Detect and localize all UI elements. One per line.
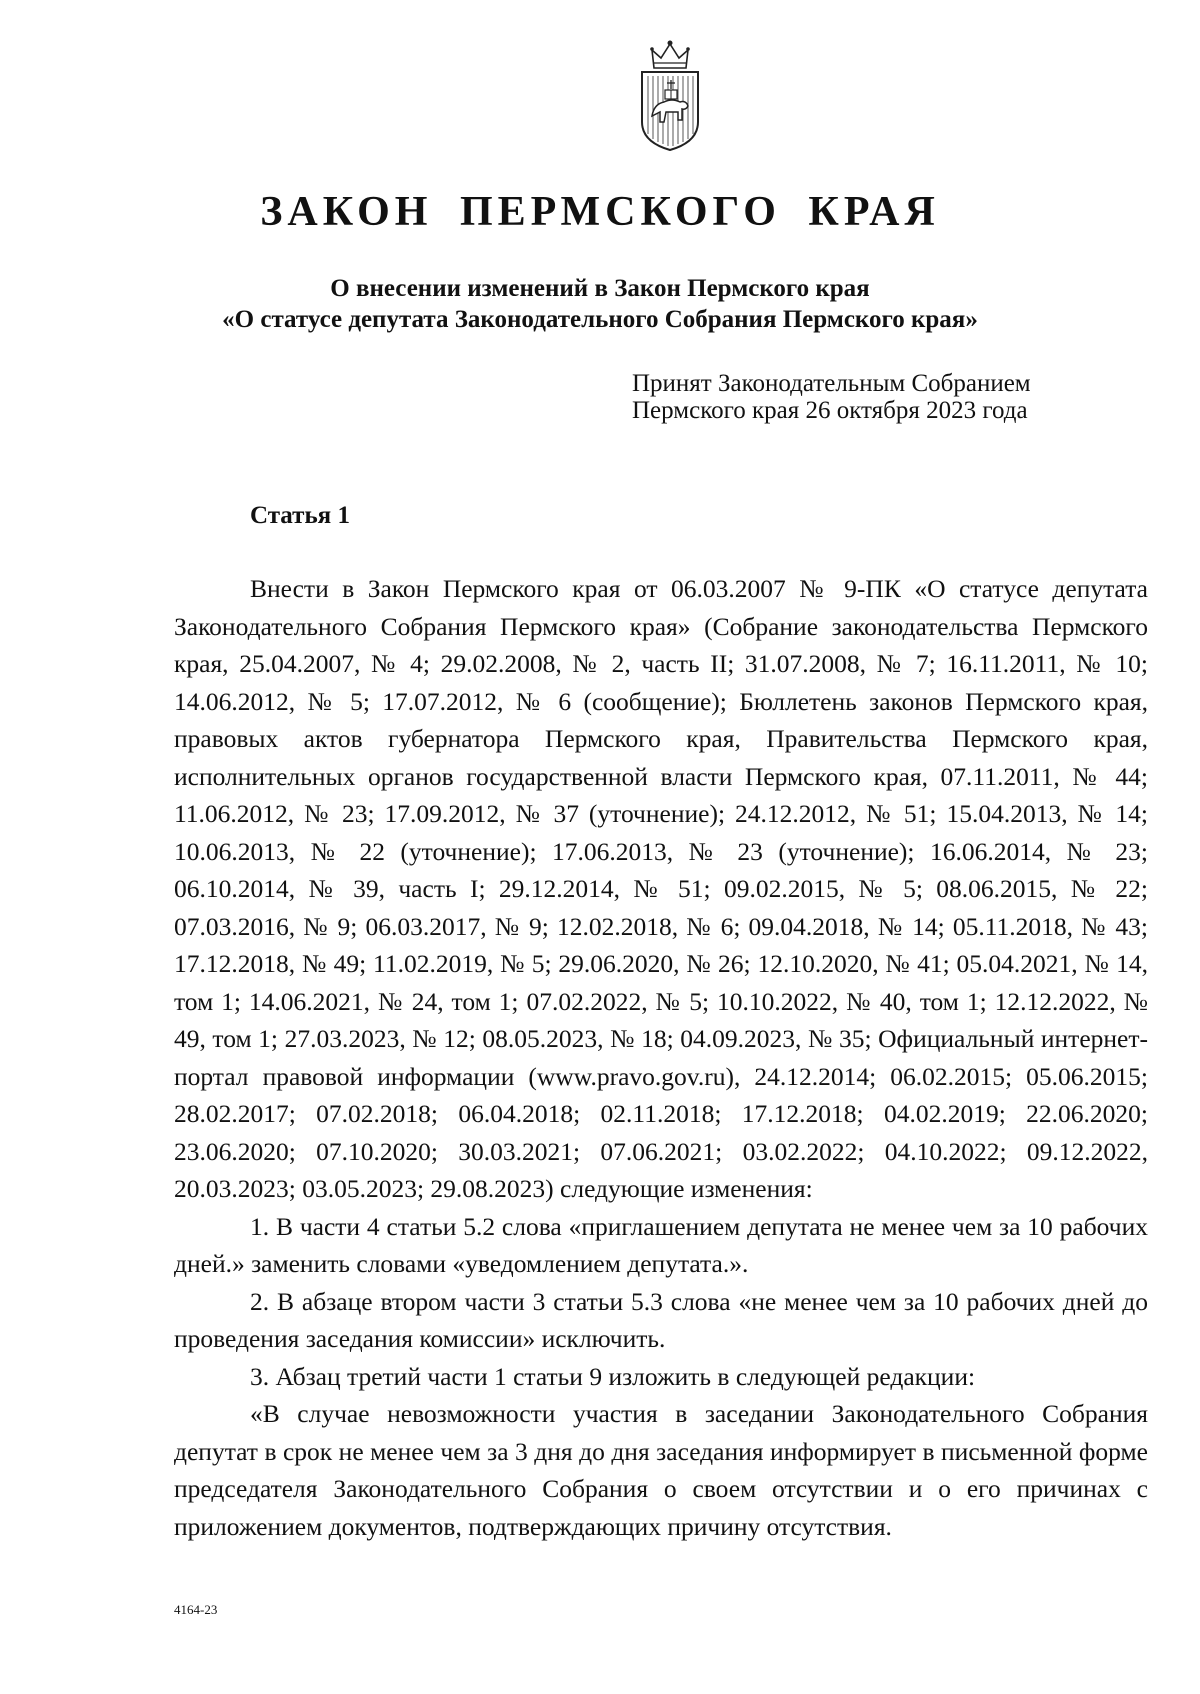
article-paragraph: 3. Абзац третий части 1 статьи 9 изложить в следующей редакции: [250, 1361, 976, 1391]
article-heading: Статья 1 [250, 502, 350, 529]
adoption-note-line-2: Пермского края 26 октября 2023 года [632, 397, 1028, 424]
subtitle-line-2: «О статусе депутата Законодательного Собрания Пермского края» [222, 306, 978, 333]
article-paragraph: «В случае невозможности участия в заседании Законодательного Собрания депутат в срок не менее чем за 3 дня до дня заседания информирует в письменной форме председателя Законодательного Собрания о своем отсутствии и о его причинах с приложением документов, подтверждающих причину отсутствия. [174, 1399, 1148, 1541]
article-paragraph: 1. В части 4 статьи 5.2 слова «приглашением депутата не менее чем за 10 рабочих дней.» заменить словами «уведомлением депутата.». [174, 1211, 1148, 1278]
perm-krai-coat-of-arms-icon [634, 38, 706, 152]
article-paragraph: 2. В абзаце втором части 3 статьи 5.3 слова «не менее чем за 10 рабочих дней до проведения заседания комиссии» исключить. [174, 1286, 1148, 1353]
adoption-note [632, 370, 1152, 424]
document-code: 4164-23 [174, 1602, 218, 1617]
article-body [174, 570, 1148, 1545]
article-paragraph: Внести в Закон Пермского края от 06.03.2007 № 9-ПК «О статусе депутата Законодательного Собрания Пермского края» (Собрание законодательства Пермского края, 25.04.2007, № 4; 29.02.2008, № 2, часть II; 31.07.2008, № 7; 16.11.2011, № 10; 14.06.2012, № 5; 17.07.2012, № 6 (сообщение); Бюллетень законов Пермского края, правовых актов губернатора Пермского края, Правительства Пермского края, исполнительных органов государственной власти Пермского края, 07.11.2011, № 44; 11.06.2012, № 23; 17.09.2012, № 37 (уточнение); 24.12.2012, № 51; 15.04.2013, № 14; 10.06.2013, № 22 (уточнение); 17.06.2013, № 23 (уточнение); 16.06.2014, № 23; 06.10.2014, № 39, часть I; 29.12.2014, № 51; 09.02.2015, № 5; 08.06.2015, № 22; 07.03.2016, № 9; 06.03.2017, № 9; 12.02.2018, № 6; 09.04.2018, № 14; 05.11.2018, № 43; 17.12.2018, № 49; 11.02.2019, № 5; 29.06.2020, № 26; 12.10.2020, № 41; 05.04.2021, № 14, том 1; 14.06.2021, № 24, том 1; 07.02.2022, № 5; 10.10.2022, № 40, том 1; 12.12.2022, № 49, том 1; 27.03.2023, № 12; 08.05.2023, № 18; 04.09.2023, № 35; Официальный интернет-портал правовой информации (www.pravo.gov.ru), 24.12.2014; 06.02.2015; 05.06.2015; 28.02.2017; 07.02.2018; 06.04.2018; 02.11.2018; 17.12.2018; 04.02.2019; 22.06.2020; 23.06.2020; 07.10.2020; 30.03.2021; 07.06.2021; 03.02.2022; 04.10.2022; 09.12.2022, 20.03.2023; 03.05.2023; 29.08.2023) следующие изменения: [174, 574, 1148, 1203]
law-subtitle [0, 273, 1200, 335]
subtitle-line-1: О внесении изменений в Закон Пермского края [330, 275, 870, 302]
adoption-note-line-1: Принят Законодательным Собранием [632, 370, 1031, 397]
law-title: ЗАКОН ПЕРМСКОГО КРАЯ [260, 189, 940, 235]
